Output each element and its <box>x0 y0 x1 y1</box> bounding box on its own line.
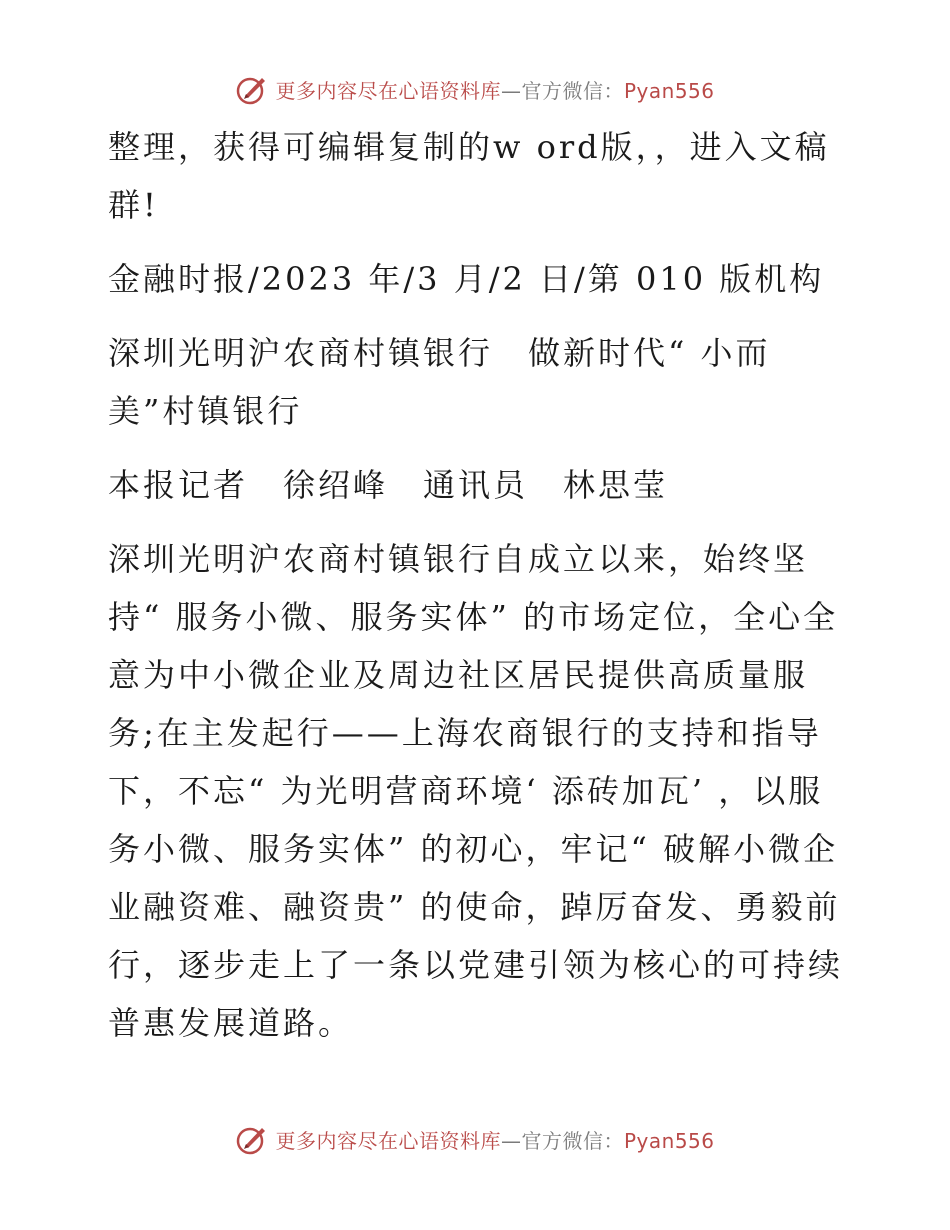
quill-pen-icon <box>235 1122 269 1156</box>
watermark-main: 更多内容尽在心语资料库 <box>275 1128 501 1153</box>
document-body <box>96 118 856 1068</box>
watermark-official: 官方微信： <box>521 78 624 103</box>
intro-line: 整理，获得可编辑复制的w ord版，，进入文稿群! <box>108 128 830 224</box>
headline: 深圳光明沪农商村镇银行 做新时代“ 小而美”村镇银行 <box>108 334 771 430</box>
watermark-account: Pyan556 <box>623 1128 715 1153</box>
watermark-separator: — <box>500 1128 522 1153</box>
watermark-account: Pyan556 <box>623 78 715 103</box>
quill-pen-icon <box>235 72 269 106</box>
watermark-text <box>275 75 714 104</box>
article-body: 深圳光明沪农商村镇银行自成立以来，始终坚持“ 服务小微、服务实体” 的市场定位，全心全意为中小微企业及周边社区居民提供高质量服务;在主发起行——上海农商银行的支持和指导下，不忘“ 为光明营商环境‘ 添砖加瓦’ ，以服务小微、服务实体” 的初心，牢记“ 破解小微企业融资难、融资贵” 的使命，踔厉奋发、勇毅前行，逐步走上了一条以党建引领为核心的可持续普惠发展道路。 <box>108 540 844 1042</box>
watermark-separator: — <box>500 78 522 103</box>
watermark-text <box>275 1125 714 1154</box>
source-line: 金融时报/2023 年/3 月/2 日/第 010 版机构 <box>108 260 825 298</box>
byline: 本报记者 徐绍峰 通讯员 林思莹 <box>108 466 669 504</box>
watermark-main: 更多内容尽在心语资料库 <box>275 78 501 103</box>
watermark-official: 官方微信： <box>521 1128 624 1153</box>
header-watermark <box>0 72 950 106</box>
footer-watermark <box>0 1122 950 1156</box>
